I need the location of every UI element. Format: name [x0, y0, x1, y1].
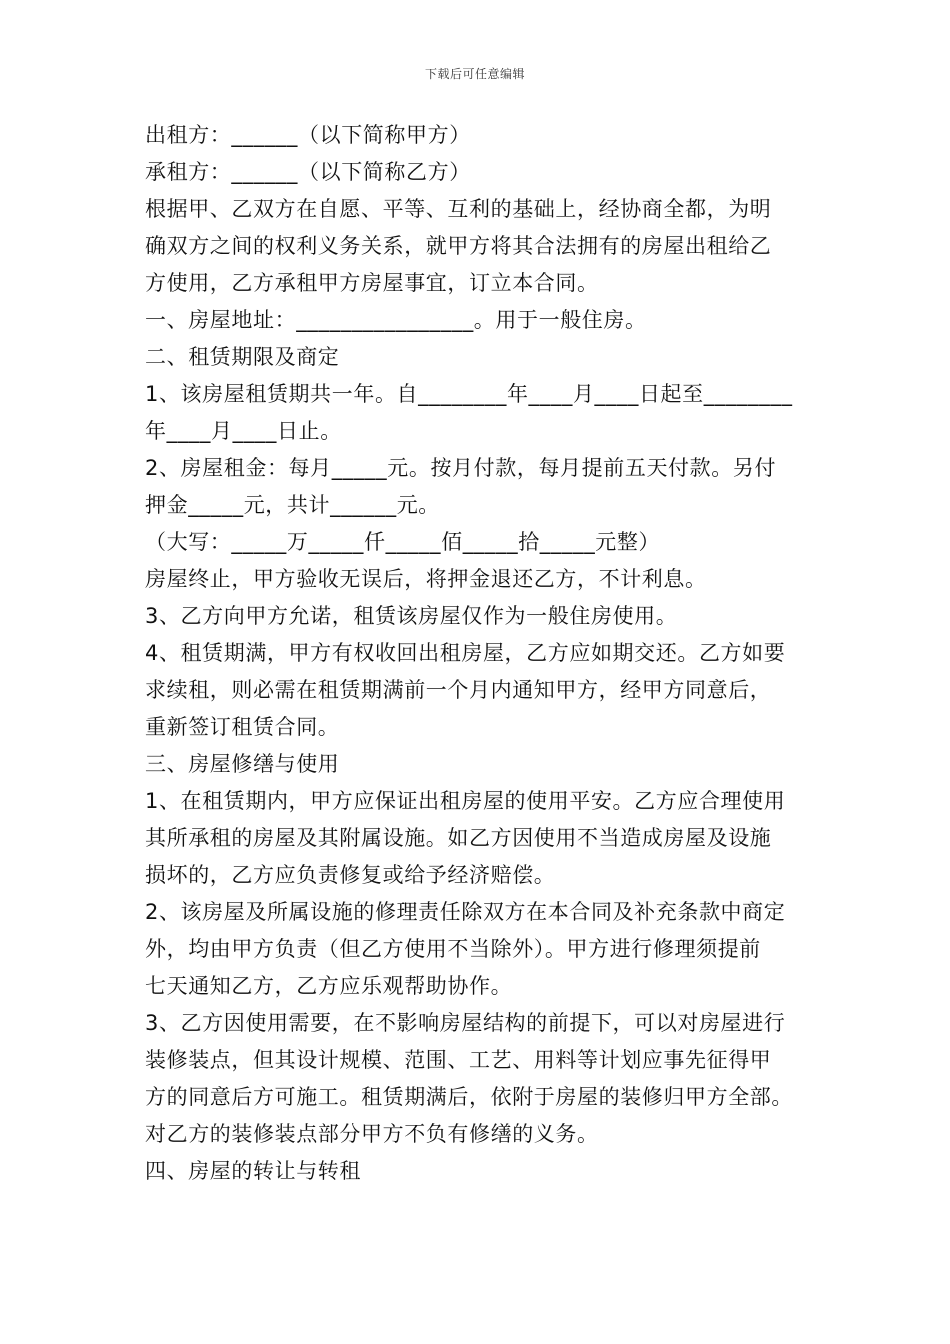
preamble-line: 方使用，乙方承租甲方房屋事宜，订立本合同。	[145, 271, 599, 295]
clause-line: 方的同意后方可施工。租赁期满后，依附于房屋的装修归甲方全部。	[145, 1085, 793, 1109]
party-lessor-line: 出租方：______（以下简称甲方）	[145, 123, 471, 147]
section-heading-repair: 三、房屋修缮与使用	[145, 752, 340, 776]
clause-line: 2、房屋租金：每月_____元。按月付款，每月提前五天付款。另付	[145, 456, 777, 480]
section-heading-term: 二、租赁期限及商定	[145, 345, 340, 369]
clause-line: 1、该房屋租赁期共一年。自________年____月____日起至________	[145, 382, 793, 406]
clause-line: 年____月____日止。	[145, 419, 342, 443]
party-lessee-line: 承租方：______（以下简称乙方）	[145, 160, 471, 184]
clause-line: 3、乙方向甲方允诺，租赁该房屋仅作为一般住房使用。	[145, 604, 678, 628]
document-body	[145, 117, 825, 1190]
preamble-line: 确双方之间的权利义务关系，就甲方将其合法拥有的房屋出租给乙	[145, 234, 772, 258]
clause-line: 损坏的，乙方应负责修复或给予经济赔偿。	[145, 863, 556, 887]
clause-line: 重新签订租赁合同。	[145, 715, 340, 739]
clause-line: 2、该房屋及所属设施的修理责任除双方在本合同及补充条款中商定	[145, 900, 786, 924]
clause-line: 对乙方的装修装点部分甲方不负有修缮的义务。	[145, 1122, 599, 1146]
clause-line: 七天通知乙方，乙方应乐观帮助协作。	[145, 974, 513, 998]
clause-line: 4、租赁期满，甲方有权收回出租房屋，乙方应如期交还。乙方如要	[145, 641, 786, 665]
clause-line: 外，均由甲方负责（但乙方使用不当除外）。甲方进行修理须提前	[145, 937, 761, 961]
section-heading-address: 一、房屋地址：________________。用于一般住房。	[145, 308, 647, 332]
clause-line: 装修装点，但其设计规模、范围、工艺、用料等计划应事先征得甲	[145, 1048, 772, 1072]
clause-line: （大写：_____万_____仟_____佰_____拾_____元整）	[145, 530, 661, 554]
section-heading-transfer: 四、房屋的转让与转租	[145, 1159, 361, 1183]
header-note: 下载后可任意编辑	[424, 67, 525, 81]
clause-line: 其所承租的房屋及其附属设施。如乙方因使用不当造成房屋及设施	[145, 826, 772, 850]
clause-line: 3、乙方因使用需要，在不影响房屋结构的前提下，可以对房屋进行	[145, 1011, 786, 1035]
preamble-line: 根据甲、乙双方在自愿、平等、互利的基础上，经协商全都，为明	[145, 197, 772, 221]
clause-line: 房屋终止，甲方验收无误后，将押金退还乙方，不计利息。	[145, 567, 707, 591]
clause-line: 求续租，则必需在租赁期满前一个月内通知甲方，经甲方同意后，	[145, 678, 772, 702]
clause-line: 押金_____元，共计______元。	[145, 493, 440, 517]
clause-line: 1、在租赁期内，甲方应保证出租房屋的使用平安。乙方应合理使用	[145, 789, 786, 813]
